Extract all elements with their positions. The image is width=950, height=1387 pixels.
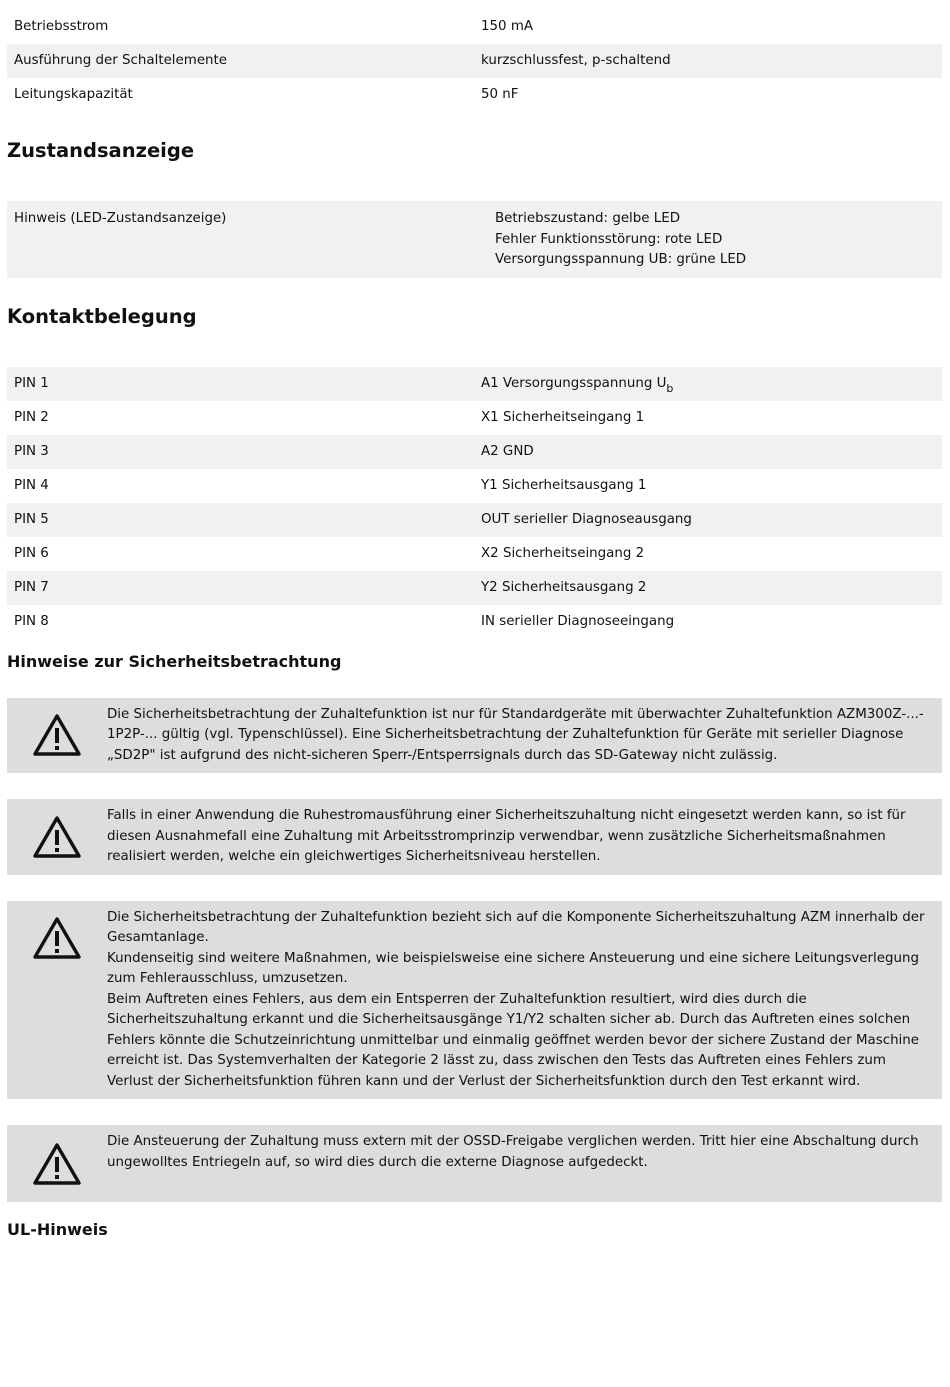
warning-icon-box [7,1125,107,1202]
notice-text [107,901,942,1100]
row-label: Betriebsstrom [14,19,109,34]
row-label: PIN 5 [7,503,474,537]
safety-notice [7,1125,942,1202]
row-value: A2 GND [474,435,942,469]
warning-triangle-icon [32,713,82,757]
led-line: Versorgungsspannung UB: grüne LED [495,252,747,267]
table-row [7,401,942,435]
pin-value: A1 Versorgungsspannung U [481,375,667,391]
table-row [7,10,942,44]
warning-triangle-icon [32,916,82,960]
notice-text [107,799,942,875]
row-value: IN serieller Diagnoseeingang [481,613,675,629]
row-label: PIN 4 [14,477,49,493]
table-row [7,435,942,469]
row-label: PIN 8 [14,613,49,629]
row-value [474,367,942,401]
notice-line: „SD2P" ist aufgrund des nicht-sicheren Sperr-/Entsperrsignals durch das SD-Gateway nicht zulässig. [107,747,778,763]
subscript: b [666,381,674,395]
notice-line: erreicht ist. Das Systemverhalten der Kategorie 2 lässt zu, dass zwischen den Tests das Auftreten eines Fehlers zum [107,1053,886,1068]
notice-line: diesen Ausnahmefall eine Zuhaltung mit Arbeitsstromprinzip verwendbar, wenn zusätzliche Sicherheitsmaßnahmen [107,828,886,844]
row-value: 150 mA [481,19,534,34]
section-heading-contacts: Kontaktbelegung [7,304,197,328]
row-value: Y1 Sicherheitsausgang 1 [481,477,647,493]
table-row [7,469,942,503]
notice-line: Falls in einer Anwendung die Ruhestromausführung einer Sicherheitszuhaltung nicht eingesetzt werden kann, so ist für [107,808,906,823]
table-row [7,503,942,537]
notice-line: Beim Auftreten eines Fehlers, aus dem ein Entsperren der Zuhaltefunktion resultiert, wird dies durch die [107,991,807,1007]
safety-notice [7,698,942,774]
warning-icon-box [7,698,107,774]
notice-line: 1P2P-... gültig (vgl. Typenschlüssel). Eine Sicherheitsbetrachtung der Zuhaltefunktion für Geräte mit serieller Diagnose [107,727,904,742]
section-heading-safety: Hinweise zur Sicherheitsbetrachtung [7,651,342,671]
row-label: Hinweis (LED-Zustandsanzeige) [7,201,488,278]
warning-icon-box [7,901,107,1100]
row-value: Y2 Sicherheitsausgang 2 [474,571,942,605]
notice-line: Die Ansteuerung der Zuhaltung muss extern mit der OSSD-Freigabe verglichen werden. Tritt hier eine Abschaltung durch [107,1134,919,1149]
notice-line: realisiert werden, welche ein gleichwertiges Sicherheitsniveau herstellen. [107,849,601,864]
notice-line: Die Sicherheitsbetrachtung der Zuhaltefunktion ist nur für Standardgeräte mit überwachter Zuhaltefunktion AZM300Z-...- [107,706,924,722]
table-row [7,605,942,639]
row-label: PIN 3 [7,435,474,469]
row-value: 50 nF [481,87,519,102]
row-label: PIN 6 [14,545,49,561]
led-line: Fehler Funktionsstörung: rote LED [495,231,723,247]
row-label: Leitungskapazität [14,87,133,102]
safety-notice [7,799,942,875]
electrical-data-table [7,10,942,112]
notice-line: Gesamtanlage. [107,930,209,945]
table-row [7,537,942,571]
notice-line: zum Fehlerausschluss, umzusetzen. [107,971,348,986]
section-heading-ul: UL-Hinweis [7,1220,108,1239]
row-label: PIN 1 [7,367,474,401]
warning-triangle-icon [32,1142,82,1186]
notice-text [107,698,942,774]
notice-text [107,1125,942,1180]
led-line: Betriebszustand: gelbe LED [495,211,681,226]
notice-line: Sicherheitszuhaltung erkannt und die Sicherheitsausgänge Y1/Y2 schalten sicher ab. Durch das Auftreten eines solchen [107,1012,911,1027]
warning-triangle-icon [32,815,82,859]
warning-icon-box [7,799,107,875]
safety-notice [7,901,942,1100]
row-label: PIN 7 [7,571,474,605]
table-row [7,367,942,401]
row-value: X2 Sicherheitseingang 2 [481,545,645,561]
row-label: PIN 2 [14,409,49,425]
notice-line: Fehlers könnte die Schutzeinrichtung unmittelbar und einmalig geöffnet werden bevor der sichere Zustand der Maschine [107,1032,920,1048]
row-value: OUT serieller Diagnoseausgang [474,503,942,537]
row-value: X1 Sicherheitseingang 1 [481,409,645,425]
row-label: Ausführung der Schaltelemente [7,44,474,78]
notice-line: Die Sicherheitsbetrachtung der Zuhaltefunktion bezieht sich auf die Komponente Sicherheitszuhaltung AZM innerhalb der [107,909,925,925]
document-page [7,10,942,1240]
notice-line: ungewolltes Entriegeln auf, so wird dies durch die externe Diagnose aufgedeckt. [107,1154,648,1170]
table-row [7,78,942,112]
section-heading-status: Zustandsanzeige [7,139,195,162]
table-row [7,201,942,278]
notice-line: Kundenseitig sind weitere Maßnahmen, wie beispielsweise eine sichere Ansteuerung und eine sichere Leitungsverlegung [107,950,919,966]
table-row [7,44,942,78]
status-table [7,201,942,278]
row-value: kurzschlussfest, p-schaltend [474,44,942,78]
table-row [7,571,942,605]
pin-assignment-table [7,367,942,639]
notice-line: Verlust der Sicherheitsfunktion führen kann und der Verlust der Sicherheitsfunktion durch den Test erkannt wird. [107,1073,861,1089]
row-value [488,201,942,278]
